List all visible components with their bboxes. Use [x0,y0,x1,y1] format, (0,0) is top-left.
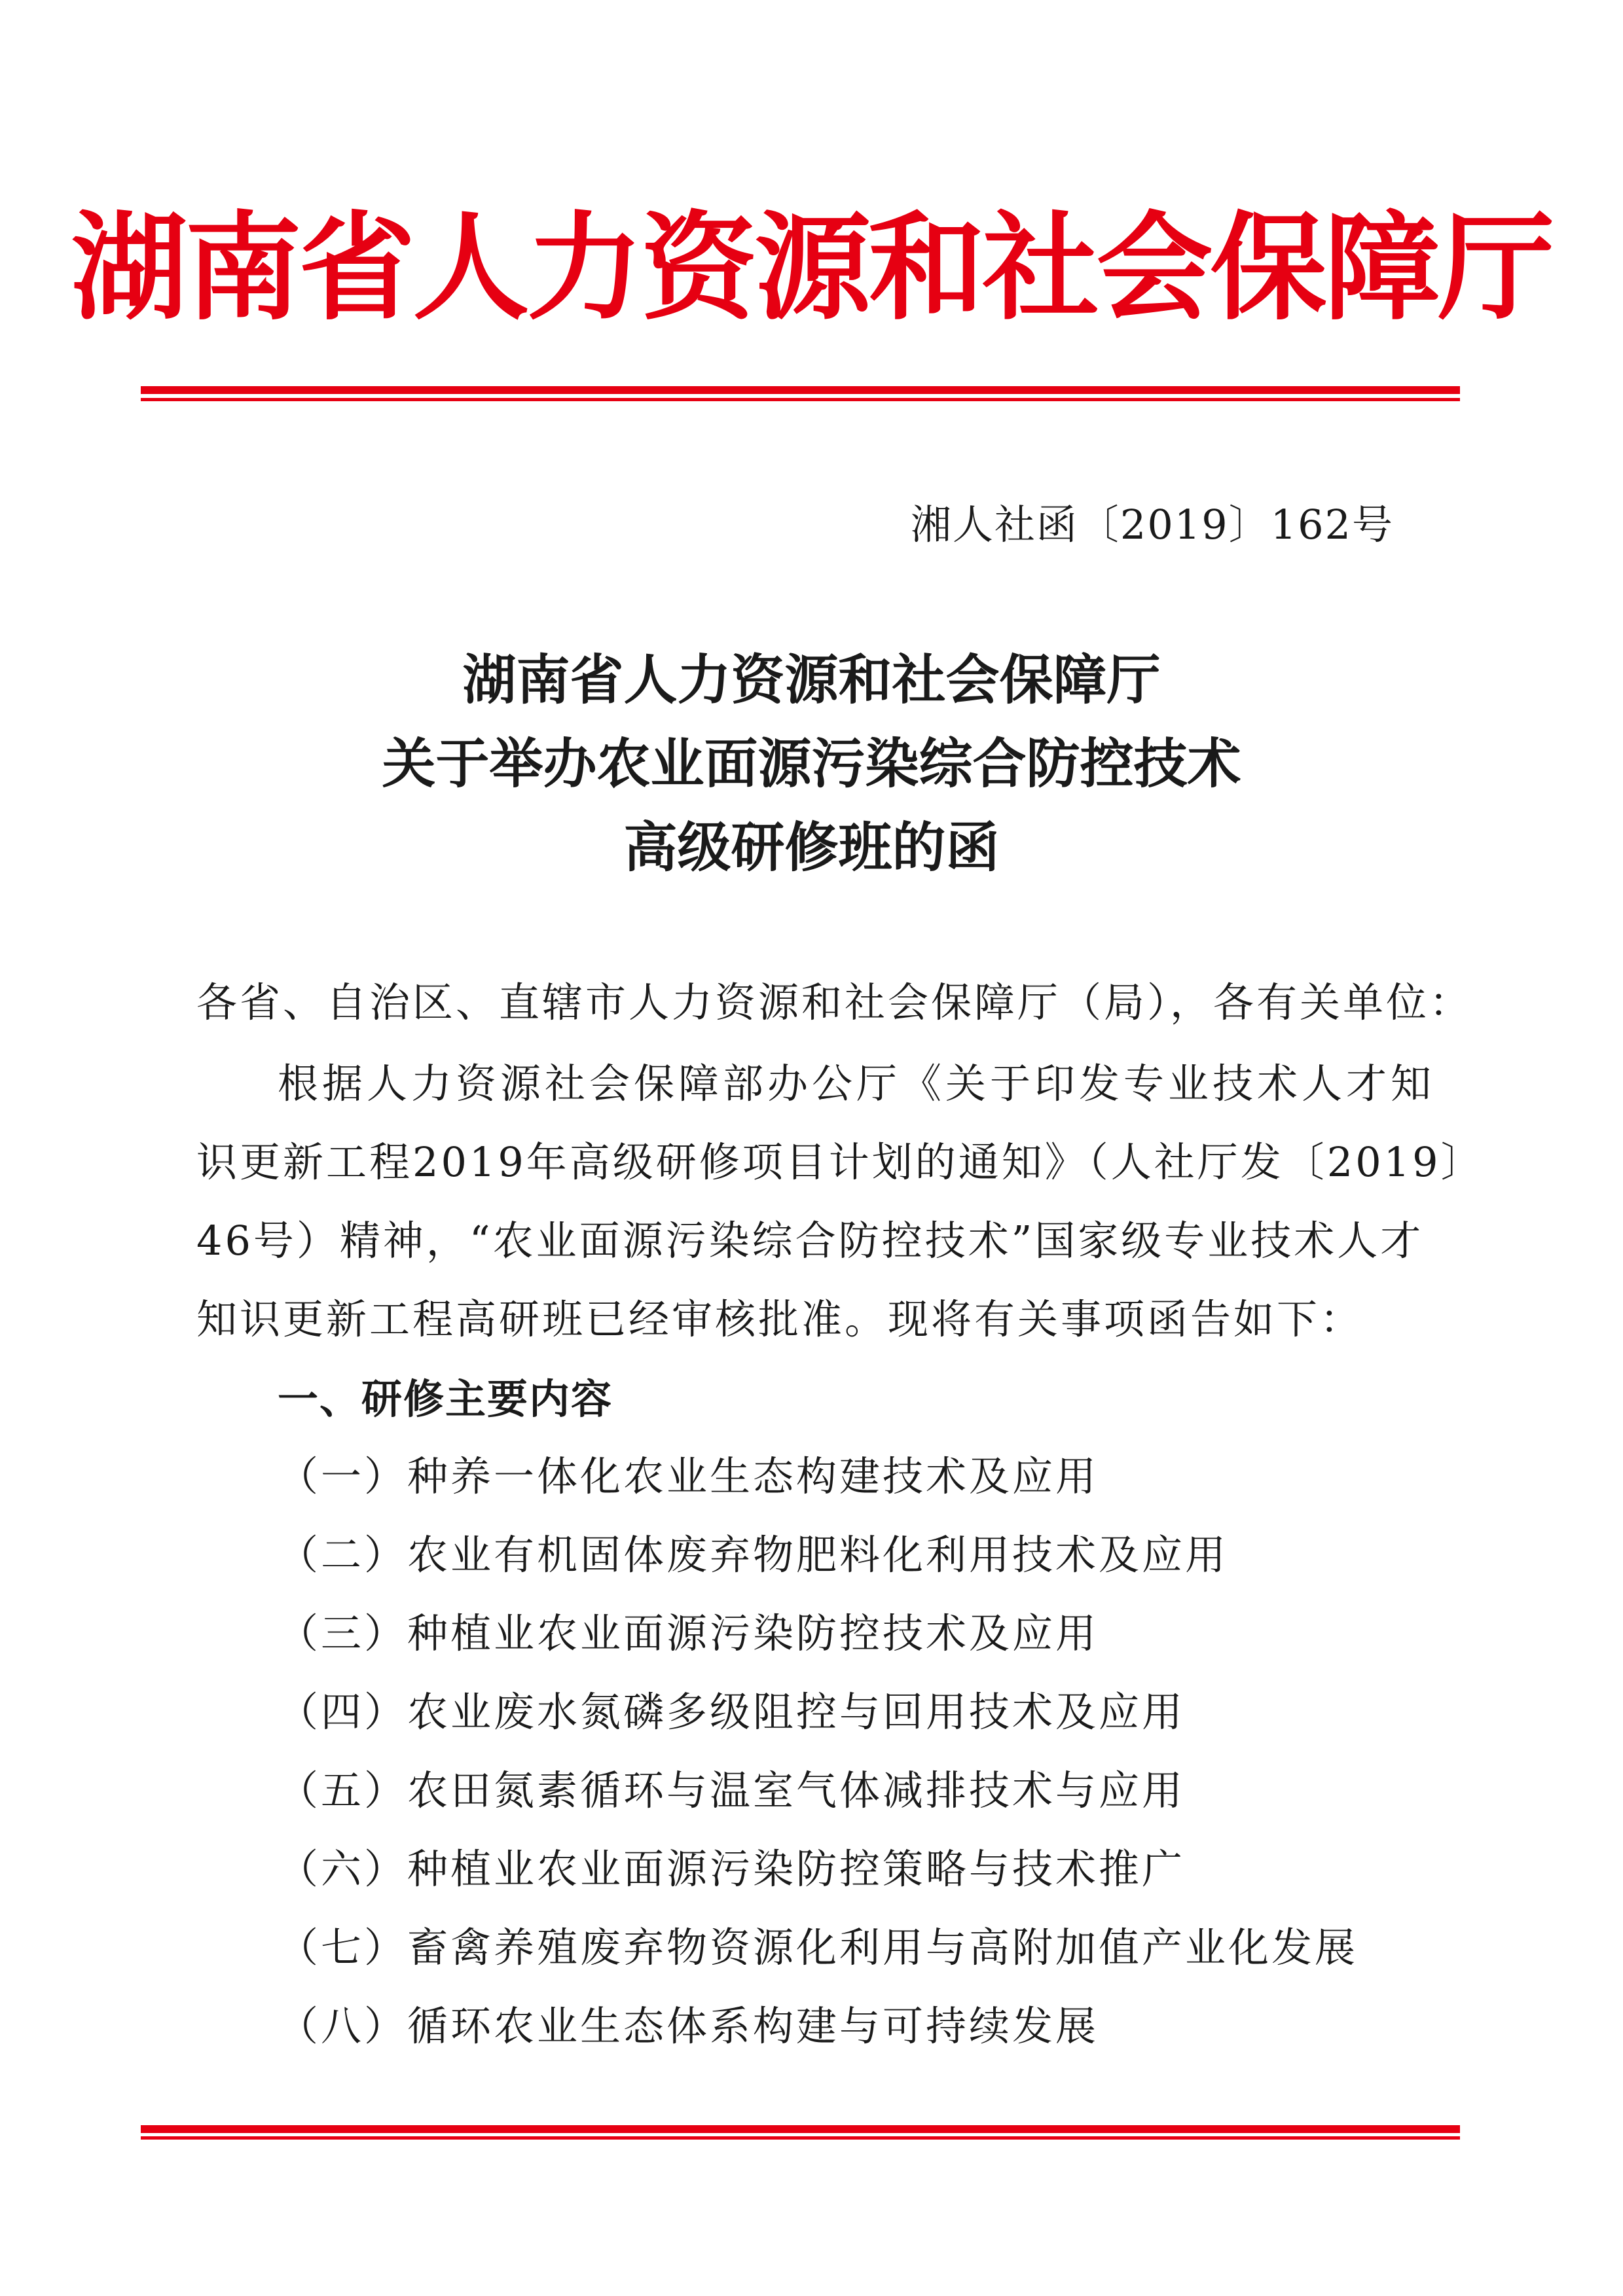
list-item: （一）种养一体化农业生态构建技术及应用 [278,1452,1099,1500]
document-title-line-3: 高级研修班的函 [623,817,1000,879]
paragraph-line-1: 根据人力资源社会保障部办公厅《关于印发专业技术人才知 [278,1060,1436,1107]
section-heading: 一、研修主要内容 [278,1375,613,1423]
document-title-line-2: 关于举办农业面源污染综合防控技术 [382,733,1241,795]
list-item: （六）种植业农业面源污染防控策略与技术推广 [278,1845,1186,1893]
document-title-line-1: 湖南省人力资源和社会保障厅 [462,649,1161,711]
list-item: （五）农田氮素循环与温室气体减排技术与应用 [278,1767,1186,1814]
letterhead-rule-thin [141,398,1460,401]
list-item: （七）畜禽养殖废弃物资源化利用与高附加值产业化发展 [278,1924,1359,1971]
list-item: （二）农业有机固体废弃物肥料化利用技术及应用 [278,1531,1229,1579]
list-item: （八）循环农业生态体系构建与可持续发展 [278,2002,1099,2050]
footer-rule-thick [141,2125,1460,2133]
letterhead-rule-thick [141,386,1460,394]
paragraph-line-3: 46号）精神，“农业面源污染综合防控技术”国家级专业技术人才 [196,1217,1424,1265]
list-item: （四）农业废水氮磷多级阻控与回用技术及应用 [278,1688,1186,1736]
document-number: 湘人社函〔2019〕162号 [910,501,1394,548]
list-item: （三）种植业农业面源污染防控技术及应用 [278,1609,1099,1657]
paragraph-line-4: 知识更新工程高研班已经审核批准。现将有关事项函告如下： [196,1295,1364,1343]
paragraph-line-2: 识更新工程2019年高级研修项目计划的通知》（人社厅发〔2019〕 [196,1138,1484,1186]
salutation: 各省、自治区、直辖市人力资源和社会保障厅（局），各有关单位： [196,978,1473,1026]
letterhead-title: 湖南省人力资源和社会保障厅 [71,200,1552,336]
footer-rule-thin [141,2136,1460,2140]
